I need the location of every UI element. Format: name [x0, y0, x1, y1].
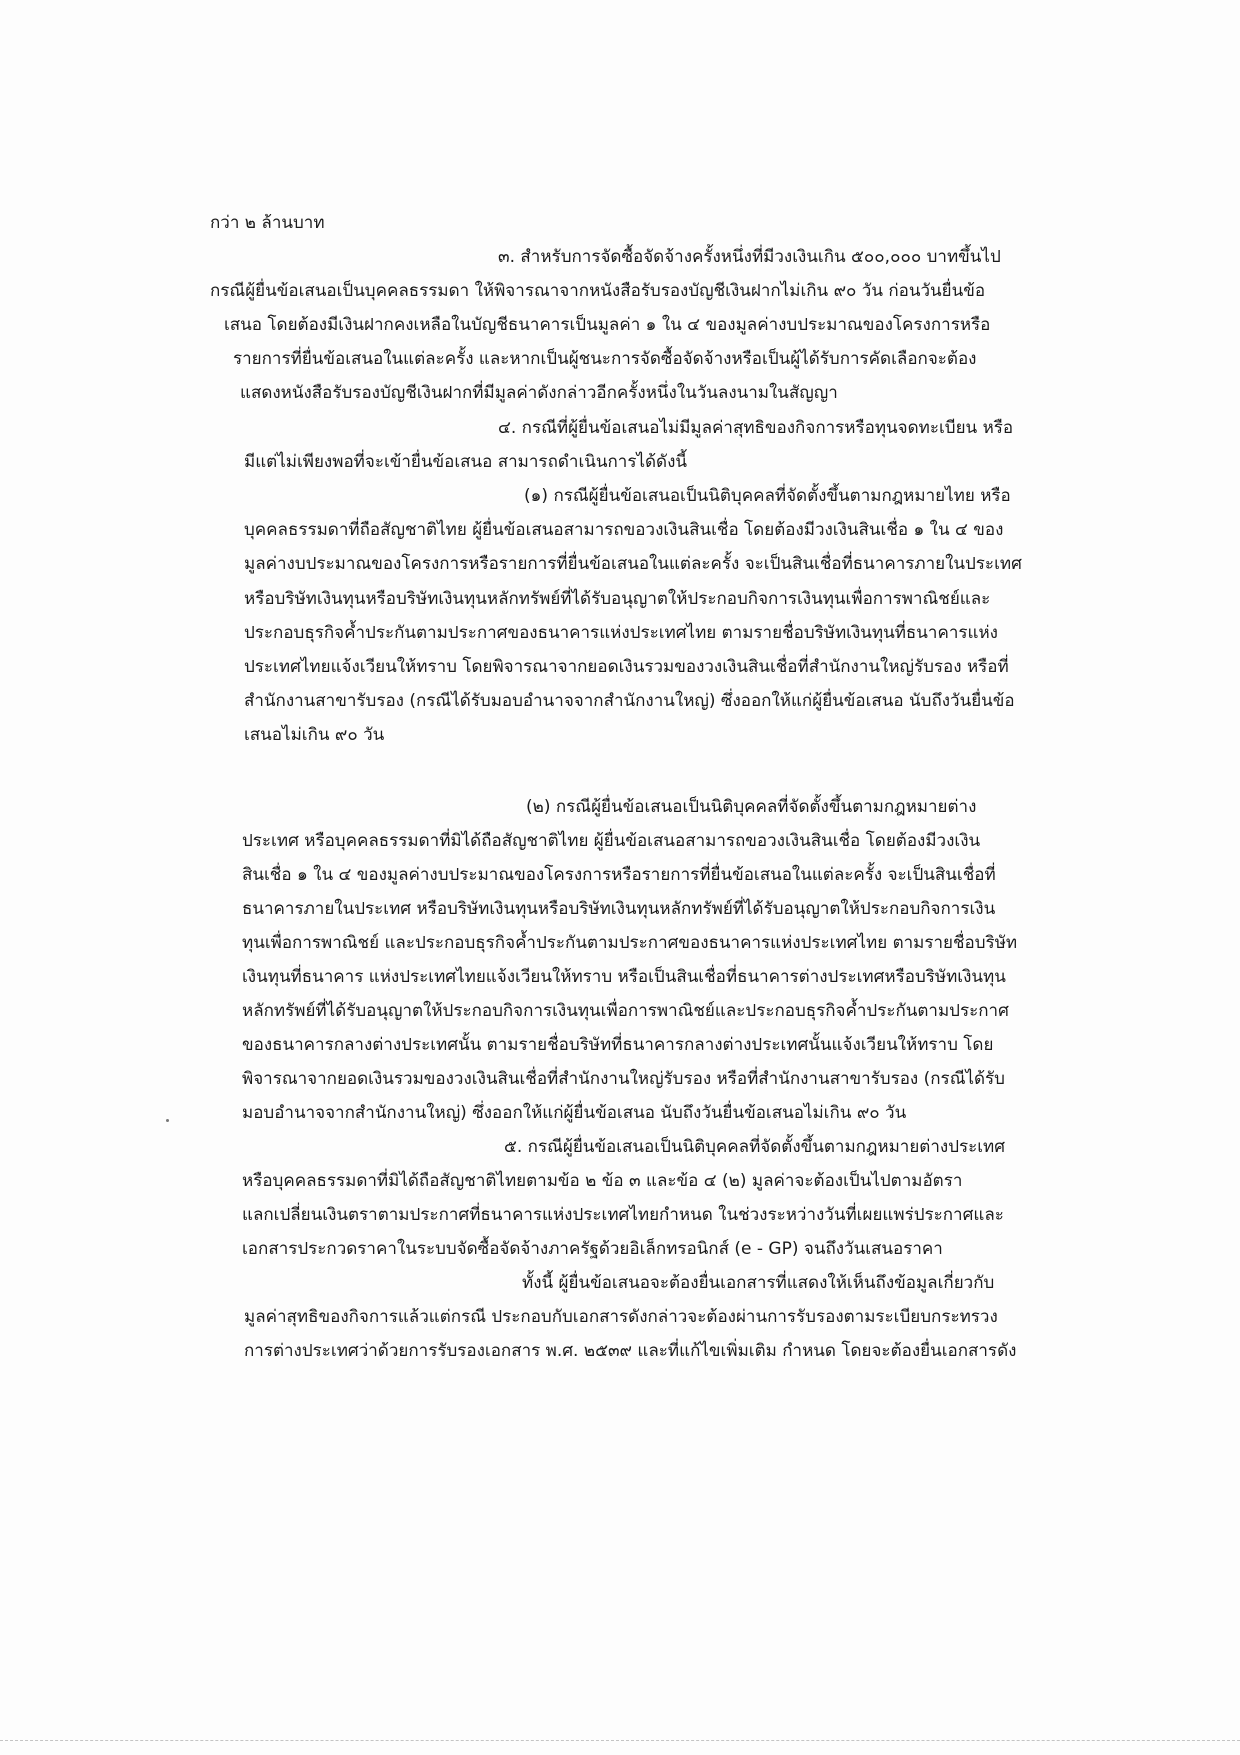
text-line: เสนอ โดยต้องมีเงินฝากคงเหลือในบัญชีธนาคารเป็นมูลค่า ๑ ใน ๔ ของมูลค่างบประมาณของโครงการหรือ: [224, 315, 991, 335]
text-line: สินเชื่อ ๑ ใน ๔ ของมูลค่างบประมาณของโครงการหรือรายการที่ยื่นข้อเสนอในแต่ละครั้ง จะเป็นสินเชื่อที่: [242, 865, 996, 885]
text-line: สำนักงานสาขารับรอง (กรณีได้รับมอบอำนาจจากสำนักงานใหญ่) ซึ่งออกให้แก่ผู้ยื่นข้อเสนอ นับถึงวันยื่นข้อ: [244, 691, 1015, 711]
text-line: มอบอำนาจจากสำนักงานใหญ่) ซึ่งออกให้แก่ผู้ยื่นข้อเสนอ นับถึงวันยื่นข้อเสนอไม่เกิน ๙๐ วัน: [242, 1103, 907, 1123]
text-line: รายการที่ยื่นข้อเสนอในแต่ละครั้ง และหากเป็นผู้ชนะการจัดซื้อจัดจ้างหรือเป็นผู้ได้รับการคัดเลือกจะต้อง: [233, 349, 977, 369]
scan-speck: [166, 1119, 169, 1122]
text-line: ของธนาคารกลางต่างประเทศนั้น ตามรายชื่อบริษัทที่ธนาคารกลางต่างประเทศนั้นแจ้งเวียนให้ทราบ โดย: [242, 1035, 994, 1055]
text-line: แลกเปลี่ยนเงินตราตามประกาศที่ธนาคารแห่งประเทศไทยกำหนด ในช่วงระหว่างวันที่เผยแพร่ประกาศและ: [242, 1205, 1004, 1225]
text-line: ประเทศ หรือบุคคลธรรมดาที่มิได้ถือสัญชาติไทย ผู้ยื่นข้อเสนอสามารถขอวงเงินสินเชื่อ โดยต้องมีวงเงิน: [242, 831, 981, 851]
text-line: (๒) กรณีผู้ยื่นข้อเสนอเป็นนิติบุคคลที่จัดตั้งขึ้นตามกฎหมายต่าง: [526, 797, 977, 817]
text-line: ๕. กรณีผู้ยื่นข้อเสนอเป็นนิติบุคคลที่จัดตั้งขึ้นตามกฎหมายต่างประเทศ: [504, 1137, 1006, 1157]
text-line: มูลค่างบประมาณของโครงการหรือรายการที่ยื่นข้อเสนอในแต่ละครั้ง จะเป็นสินเชื่อที่ธนาคารภายในประเทศ: [244, 554, 1022, 574]
text-line: หรือบริษัทเงินทุนหรือบริษัทเงินทุนหลักทรัพย์ที่ได้รับอนุญาตให้ประกอบกิจการเงินทุนเพื่อการพาณิชย์และ: [244, 589, 991, 609]
text-line: ธนาคารภายในประเทศ หรือบริษัทเงินทุนหรือบริษัทเงินทุนหลักทรัพย์ที่ได้รับอนุญาตให้ประกอบกิจการเงิน: [242, 899, 996, 919]
text-line: เอกสารประกวดราคาในระบบจัดซื้อจัดจ้างภาครัฐด้วยอิเล็กทรอนิกส์ (e - GP) จนถึงวันเสนอราคา: [242, 1239, 943, 1259]
text-line: บุคคลธรรมดาที่ถือสัญชาติไทย ผู้ยื่นข้อเสนอสามารถขอวงเงินสินเชื่อ โดยต้องมีวงเงินสินเชื่อ ๑ ใน ๔ ของ: [244, 520, 1004, 540]
text-line: กรณีผู้ยื่นข้อเสนอเป็นบุคคลธรรมดา ให้พิจารณาจากหนังสือรับรองบัญชีเงินฝากไม่เกิน ๙๐ วัน ก่อนวันยื่นข้อ: [210, 281, 986, 301]
text-line: ประกอบธุรกิจค้ำประกันตามประกาศของธนาคารแห่งประเทศไทย ตามรายชื่อบริษัทเงินทุนที่ธนาคารแห่ง: [244, 623, 998, 643]
text-line: เงินทุนที่ธนาคาร แห่งประเทศไทยแจ้งเวียนให้ทราบ หรือเป็นสินเชื่อที่ธนาคารต่างประเทศหรือบริษัทเงินทุน: [242, 967, 1006, 987]
text-line: ๓. สำหรับการจัดซื้อจัดจ้างครั้งหนึ่งที่มีวงเงินเกิน ๕๐๐,๐๐๐ บาทขึ้นไป: [498, 247, 1001, 267]
text-line: กว่า ๒ ล้านบาท: [210, 213, 325, 233]
text-line: มีแต่ไม่เพียงพอที่จะเข้ายื่นข้อเสนอ สามารถดำเนินการได้ดังนี้: [244, 452, 688, 472]
text-line: หรือบุคคลธรรมดาที่มิได้ถือสัญชาติไทยตามข้อ ๒ ข้อ ๓ และข้อ ๔ (๒) มูลค่าจะต้องเป็นไปตามอัตรา: [242, 1171, 963, 1191]
text-line: เสนอไม่เกิน ๙๐ วัน: [244, 725, 385, 745]
text-line: การต่างประเทศว่าด้วยการรับรองเอกสาร พ.ศ. ๒๕๓๙ และที่แก้ไขเพิ่มเติม กำหนด โดยจะต้องยื่นเอกสารดัง: [244, 1341, 1017, 1361]
text-line: (๑) กรณีผู้ยื่นข้อเสนอเป็นนิติบุคคลที่จัดตั้งขึ้นตามกฎหมายไทย หรือ: [524, 486, 1011, 506]
text-line: มูลค่าสุทธิของกิจการแล้วแต่กรณี ประกอบกับเอกสารดังกล่าวจะต้องผ่านการรับรองตามระเบียบกระทรวง: [244, 1307, 998, 1327]
text-line: พิจารณาจากยอดเงินรวมของวงเงินสินเชื่อที่สำนักงานใหญ่รับรอง หรือที่สำนักงานสาขารับรอง (กรณีได้รับ: [242, 1069, 1005, 1089]
text-line: ทุนเพื่อการพาณิชย์ และประกอบธุรกิจค้ำประกันตามประกาศของธนาคารแห่งประเทศไทย ตามรายชื่อบริษัท: [242, 933, 1018, 953]
text-line: หลักทรัพย์ที่ได้รับอนุญาตให้ประกอบกิจการเงินทุนเพื่อการพาณิชย์และประกอบธุรกิจค้ำประกันตามประกาศ: [242, 1001, 1009, 1021]
text-line: ทั้งนี้ ผู้ยื่นข้อเสนอจะต้องยื่นเอกสารที่แสดงให้เห็นถึงข้อมูลเกี่ยวกับ: [522, 1273, 995, 1293]
text-line: ๔. กรณีที่ผู้ยื่นข้อเสนอไม่มีมูลค่าสุทธิของกิจการหรือทุนจดทะเบียน หรือ: [498, 418, 1014, 438]
scan-edge: [0, 1740, 1240, 1741]
text-line: แสดงหนังสือรับรองบัญชีเงินฝากที่มีมูลค่าดังกล่าวอีกครั้งหนึ่งในวันลงนามในสัญญา: [240, 383, 838, 403]
text-line: ประเทศไทยแจ้งเวียนให้ทราบ โดยพิจารณาจากยอดเงินรวมของวงเงินสินเชื่อที่สำนักงานใหญ่รับรอง หรือที่: [244, 657, 1009, 677]
